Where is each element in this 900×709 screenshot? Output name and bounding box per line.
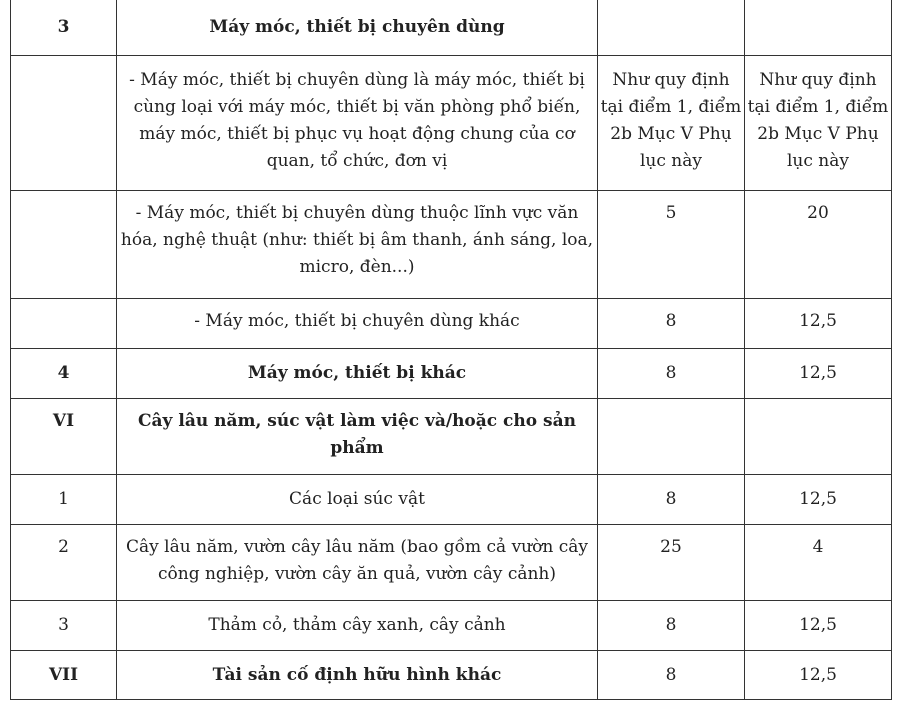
- asset-name-cell: Cây lâu năm, súc vật làm việc và/hoặc cho sản phẩm: [117, 399, 598, 475]
- stt-cell: 2: [11, 525, 117, 601]
- stt-cell: 1: [11, 475, 117, 525]
- asset-name-cell: Máy móc, thiết bị khác: [117, 349, 598, 399]
- stt-cell: [11, 56, 117, 191]
- min-years-cell: 25: [598, 525, 745, 601]
- table-row: [11, 349, 892, 399]
- min-years-cell: 8: [598, 475, 745, 525]
- stt-cell: [11, 299, 117, 349]
- min-years-cell: 8: [598, 299, 745, 349]
- table-row: [11, 525, 892, 601]
- max-years-cell: 12,5: [745, 601, 892, 651]
- stt-cell: 4: [11, 349, 117, 399]
- max-years-cell: [745, 0, 892, 56]
- table-row: [11, 475, 892, 525]
- min-years-cell: [598, 399, 745, 475]
- max-years-cell: 12,5: [745, 475, 892, 525]
- table-row: [11, 0, 892, 56]
- stt-cell: 3: [11, 0, 117, 56]
- asset-depreciation-table: [10, 0, 892, 700]
- min-years-cell: 8: [598, 651, 745, 700]
- asset-name-cell: - Máy móc, thiết bị chuyên dùng là máy móc, thiết bị cùng loại với máy móc, thiết bị văn phòng phổ biến, máy móc, thiết bị phục vụ hoạt động chung của cơ quan, tổ chức, đơn vị: [117, 56, 598, 191]
- stt-cell: [11, 191, 117, 299]
- asset-name-cell: Máy móc, thiết bị chuyên dùng: [117, 0, 598, 56]
- table-row: [11, 299, 892, 349]
- max-years-cell: 12,5: [745, 299, 892, 349]
- asset-name-cell: - Máy móc, thiết bị chuyên dùng khác: [117, 299, 598, 349]
- stt-cell: 3: [11, 601, 117, 651]
- min-years-cell: 8: [598, 349, 745, 399]
- asset-name-cell: Thảm cỏ, thảm cây xanh, cây cảnh: [117, 601, 598, 651]
- stt-cell: VI: [11, 399, 117, 475]
- table-row: [11, 651, 892, 700]
- max-years-cell: 20: [745, 191, 892, 299]
- min-years-cell: Như quy định tại điểm 1, điểm 2b Mục V Phụ lục này: [598, 56, 745, 191]
- asset-name-cell: Tài sản cố định hữu hình khác: [117, 651, 598, 700]
- table-row: [11, 191, 892, 299]
- stt-cell: VII: [11, 651, 117, 700]
- min-years-cell: 5: [598, 191, 745, 299]
- max-years-cell: 4: [745, 525, 892, 601]
- asset-name-cell: - Máy móc, thiết bị chuyên dùng thuộc lĩnh vực văn hóa, nghệ thuật (như: thiết bị âm thanh, ánh sáng, loa, micro, đèn...): [117, 191, 598, 299]
- max-years-cell: 12,5: [745, 651, 892, 700]
- max-years-cell: [745, 399, 892, 475]
- table-row: [11, 601, 892, 651]
- min-years-cell: [598, 0, 745, 56]
- table-row: [11, 399, 892, 475]
- table-row: [11, 56, 892, 191]
- max-years-cell: 12,5: [745, 349, 892, 399]
- asset-name-cell: Các loại súc vật: [117, 475, 598, 525]
- max-years-cell: Như quy định tại điểm 1, điểm 2b Mục V Phụ lục này: [745, 56, 892, 191]
- asset-name-cell: Cây lâu năm, vườn cây lâu năm (bao gồm cả vườn cây công nghiệp, vườn cây ăn quả, vườn cây cảnh): [117, 525, 598, 601]
- min-years-cell: 8: [598, 601, 745, 651]
